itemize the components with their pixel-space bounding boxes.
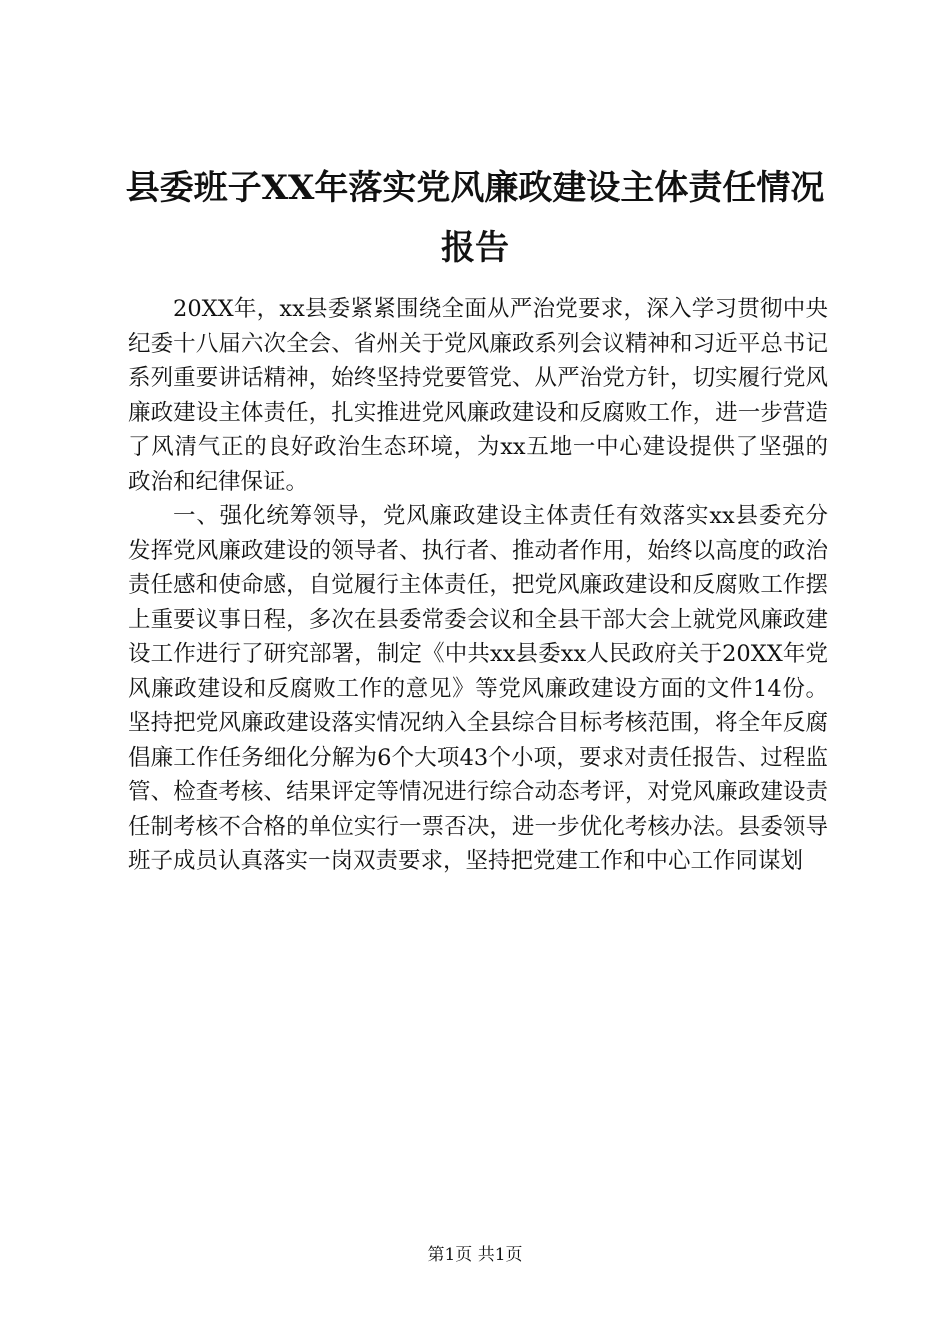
page-footer: 第1页 共1页 bbox=[427, 1245, 523, 1265]
paragraph-intro: 20XX年，xx县委紧紧围绕全面从严治党要求，深入学习贯彻中央纪委十八届六次全会、省州关于党风廉政系列会议精神和习近平总书记系列重要讲话精神，始终坚持党要管党、从严治党方针，切实履行党风廉政建设主体责任，扎实推进党风廉政建设和反腐败工作，进一步营造了风清气正的良好政治生态环境，为xx五地一中心建设提供了坚强的政治和纪律保证。 bbox=[128, 296, 828, 495]
document-body bbox=[128, 292, 828, 879]
paragraph-section-one: 一、强化统筹领导，党风廉政建设主体责任有效落实xx县委充分发挥党风廉政建设的领导者、执行者、推动者作用，始终以高度的政治责任感和使命感，自觉履行主体责任，把党风廉政建设和反腐败工作摆上重要议事日程，多次在县委常委会议和全县干部大会上就党风廉政建设工作进行了研究部署，制定《中共xx县委xx人民政府关于20XX年党风廉政建设和反腐败工作的意见》等党风廉政建设方面的文件14份。坚持把党风廉政建设落实情况纳入全县综合目标考核范围，将全年反腐倡廉工作任务细化分解为6个大项43个小项，要求对责任报告、过程监管、检查考核、结果评定等情况进行综合动态考评，对党风廉政建设责任制考核不合格的单位实行一票否决，进一步优化考核办法。县委领导班子成员认真落实一岗双责要求，坚持把党建工作和中心工作同谋划 bbox=[128, 503, 828, 874]
document-title: 县委班子XX年落实党风廉政建设主体责任情况报告 bbox=[125, 168, 825, 268]
